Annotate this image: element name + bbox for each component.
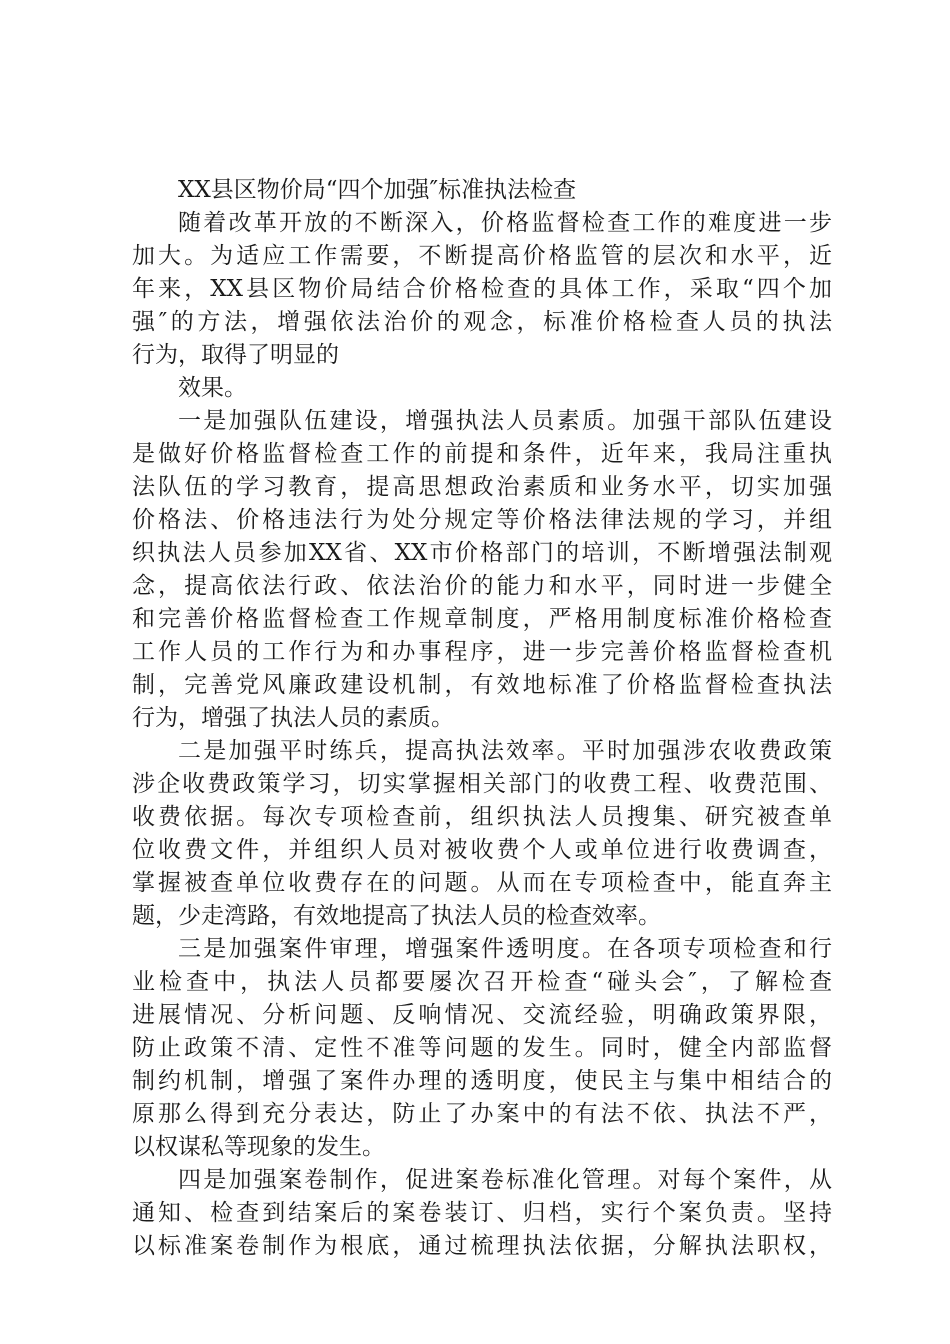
paragraph-line: 年来，XX县区物价局结合价格检查的具体工作，采取“四个加 xyxy=(132,276,832,302)
paragraph-line: 题，少走湾路，有效地提高了执法人员的检查效率。 xyxy=(132,903,661,929)
paragraph xyxy=(132,405,832,735)
paragraph-line: 涉企收费政策学习，切实掌握相关部门的收费工程、收费范围、 xyxy=(132,771,832,797)
paragraph-line: 制，完善党风廉政建设机制，有效地标准了价格监督检查执法 xyxy=(132,672,832,698)
paragraph-line: 念，提高依法行政、依法治价的能力和水平，同时进一步健全 xyxy=(132,573,832,599)
paragraph-line: 通知、检查到结案后的案卷装订、归档，实行个案负责。坚持 xyxy=(132,1200,832,1226)
paragraph-line: 是做好价格监督检查工作的前提和条件，近年来，我局注重执 xyxy=(132,441,832,467)
paragraph-line: 行为，取得了明显的 xyxy=(132,342,339,368)
paragraph-line: 价格法、价格违法行为处分规定等价格法律法规的学习，并组 xyxy=(132,507,832,533)
paragraph-line: 强″的方法，增强依法治价的观念，标准价格检查人员的执法 xyxy=(132,309,832,335)
paragraph xyxy=(132,1164,832,1263)
paragraph-line: 加大。为适应工作需要，不断提高价格监管的层次和水平，近 xyxy=(132,243,832,269)
paragraph-line: 和完善价格监督检查工作规章制度，严格用制度标准价格检查 xyxy=(132,606,832,632)
paragraph xyxy=(132,933,832,1164)
paragraph-line: 效果。 xyxy=(178,375,247,401)
paragraph-line: 业检查中，执法人员都要屡次召开检查“碰头会″，了解检查 xyxy=(132,969,832,995)
document-title: XX县区物价局“四个加强″标准执法检查 xyxy=(178,177,577,203)
paragraph-line: 以标准案卷制作为根底，通过梳理执法依据，分解执法职权， xyxy=(132,1233,832,1259)
paragraph-line: 织执法人员参加XX省、XX市价格部门的培训，不断增强法制观 xyxy=(132,540,832,566)
paragraph-line: 防止政策不清、定性不准等问题的发生。同时，健全内部监督 xyxy=(132,1035,832,1061)
paragraph-line: 制约机制，增强了案件办理的透明度，使民主与集中相结合的 xyxy=(132,1068,832,1094)
paragraph-line: 法队伍的学习教育，提高思想政治素质和业务水平，切实加强 xyxy=(132,474,832,500)
paragraph xyxy=(132,735,832,933)
paragraph-line: 以权谋私等现象的发生。 xyxy=(132,1134,385,1160)
paragraph xyxy=(132,207,832,372)
paragraph-line: 进展情况、分析问题、反响情况、交流经验，明确政策界限， xyxy=(132,1002,832,1028)
document-body xyxy=(132,174,832,1263)
paragraph xyxy=(132,372,832,405)
paragraph-line: 随着改革开放的不断深入，价格监督检查工作的难度进一步 xyxy=(178,210,832,236)
paragraph-line: 位收费文件，并组织人员对被收费个人或单位进行收费调查， xyxy=(132,837,832,863)
paragraph-line: 行为，增强了执法人员的素质。 xyxy=(132,705,454,731)
paragraph-line: 三是加强案件审理，增强案件透明度。在各项专项检查和行 xyxy=(178,936,832,962)
paragraph-line: 收费依据。每次专项检查前，组织执法人员搜集、研究被查单 xyxy=(132,804,832,830)
paragraph-line: 原那么得到充分表达，防止了办案中的有法不依、执法不严， xyxy=(132,1101,832,1127)
paragraph-line: 一是加强队伍建设，增强执法人员素质。加强干部队伍建设 xyxy=(178,408,832,434)
paragraph-line: 工作人员的工作行为和办事程序，进一步完善价格监督检查机 xyxy=(132,639,832,665)
paragraph-line: 掌握被查单位收费存在的问题。从而在专项检查中，能直奔主 xyxy=(132,870,832,896)
paragraph-list xyxy=(132,207,832,1263)
paragraph-line: 四是加强案卷制作，促进案卷标准化管理。对每个案件，从 xyxy=(178,1167,832,1193)
paragraph-line: 二是加强平时练兵，提高执法效率。平时加强涉农收费政策 xyxy=(178,738,832,764)
